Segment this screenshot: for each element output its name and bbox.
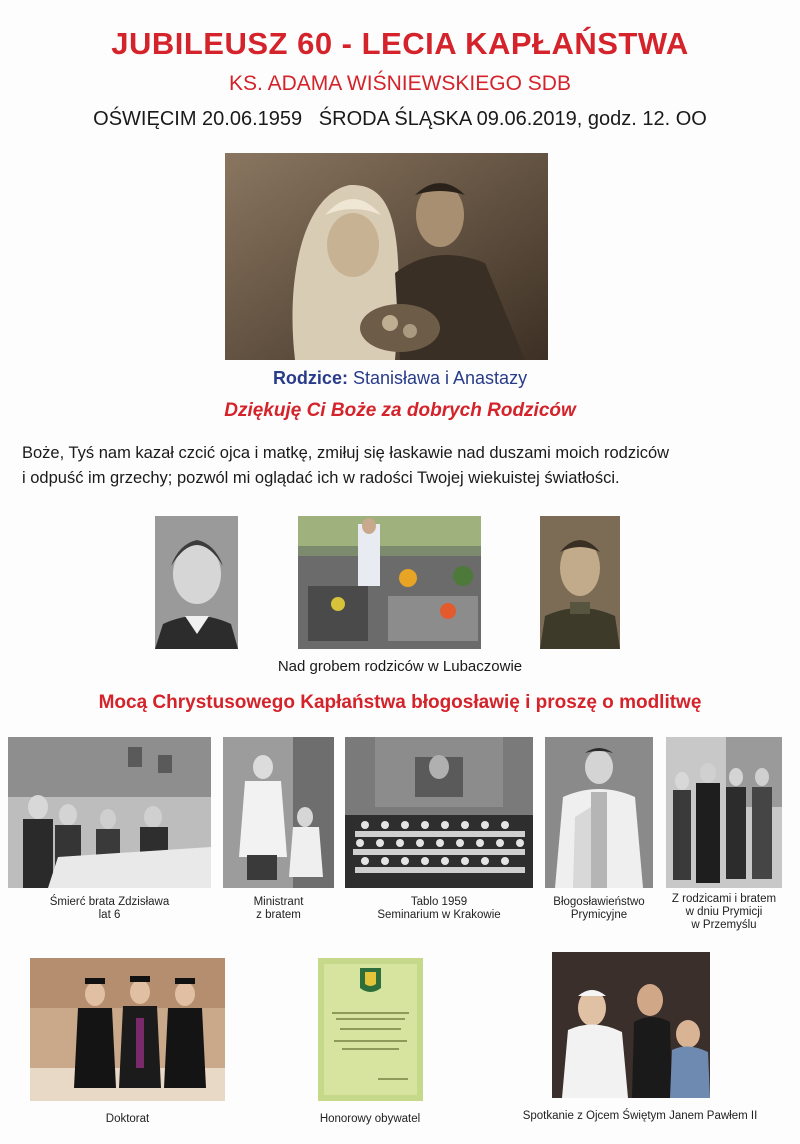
caption-line: Z rodzicami i bratem — [671, 893, 777, 905]
prayer-line-2: i odpuść im grzechy; pozwól mi oglądać ich w radości Twojej wiekuistej światłości. — [22, 469, 620, 487]
caption-line: w dniu Prymicji — [685, 906, 763, 918]
caption-altar-boy — [223, 896, 334, 922]
altar-boy-photo — [223, 737, 334, 888]
father-portrait — [540, 516, 620, 649]
prayer-text — [22, 441, 782, 491]
caption-line: z bratem — [256, 909, 301, 921]
brother-death-photo — [8, 737, 211, 888]
mother-portrait — [155, 516, 238, 649]
parents-names: Stanisława i Anastazy — [352, 368, 528, 388]
caption-line: Błogosławieństwo — [553, 896, 645, 908]
seminary-tableau-photo — [345, 737, 533, 888]
caption-line: Tablo 1959 — [410, 896, 468, 908]
caption-line: Prymicyjne — [570, 909, 628, 921]
caption-line: Śmierć brata Zdzisława — [49, 896, 170, 908]
page-title: JUBILEUSZ 60 - LECIA KAPŁAŃSTWA — [111, 26, 689, 61]
caption-doctorate: Doktorat — [105, 1113, 150, 1125]
caption-brother-death — [8, 896, 211, 922]
thanks-heading: Dziękuję Ci Boże za dobrych Rodziców — [224, 400, 576, 421]
caption-line: Ministrant — [253, 896, 304, 908]
date-line: OŚWIĘCIM 20.06.1959 ŚRODA ŚLĄSKA 09.06.2019, godz. 12. OO — [93, 108, 707, 130]
caption-tableau — [345, 896, 533, 922]
honorary-citizen-certificate — [318, 958, 423, 1101]
caption-line: Seminarium w Krakowie — [377, 909, 501, 921]
grave-caption: Nad grobem rodziców w Lubaczowie — [277, 658, 523, 675]
doctorate-photo — [30, 958, 225, 1101]
first-blessing-photo — [545, 737, 653, 888]
parents-wedding-photo — [225, 153, 548, 360]
pope-meeting-photo — [552, 952, 710, 1098]
caption-line: lat 6 — [98, 909, 121, 921]
caption-family-primicia — [660, 893, 788, 932]
caption-honorary-citizen: Honorowy obywatel — [319, 1113, 421, 1125]
grave-photo — [298, 516, 481, 649]
parents-caption — [0, 368, 800, 389]
blessing-heading: Mocą Chrystusowego Kapłaństwa błogosławię i proszę o modlitwę — [98, 692, 702, 713]
family-primicia-photo — [666, 737, 782, 888]
caption-first-blessing — [545, 896, 653, 922]
caption-line: w Przemyślu — [691, 919, 757, 931]
page-subtitle: KS. ADAMA WIŚNIEWSKIEGO SDB — [229, 72, 571, 95]
prayer-line-1: Boże, Tyś nam kazał czcić ojca i matkę, zmiłuj się łaskawie nad duszami moich rodziców — [22, 444, 670, 462]
parents-label: Rodzice: — [272, 368, 348, 388]
caption-pope-meeting: Spotkanie z Ojcem Świętym Janem Pawłem II — [522, 1110, 758, 1122]
